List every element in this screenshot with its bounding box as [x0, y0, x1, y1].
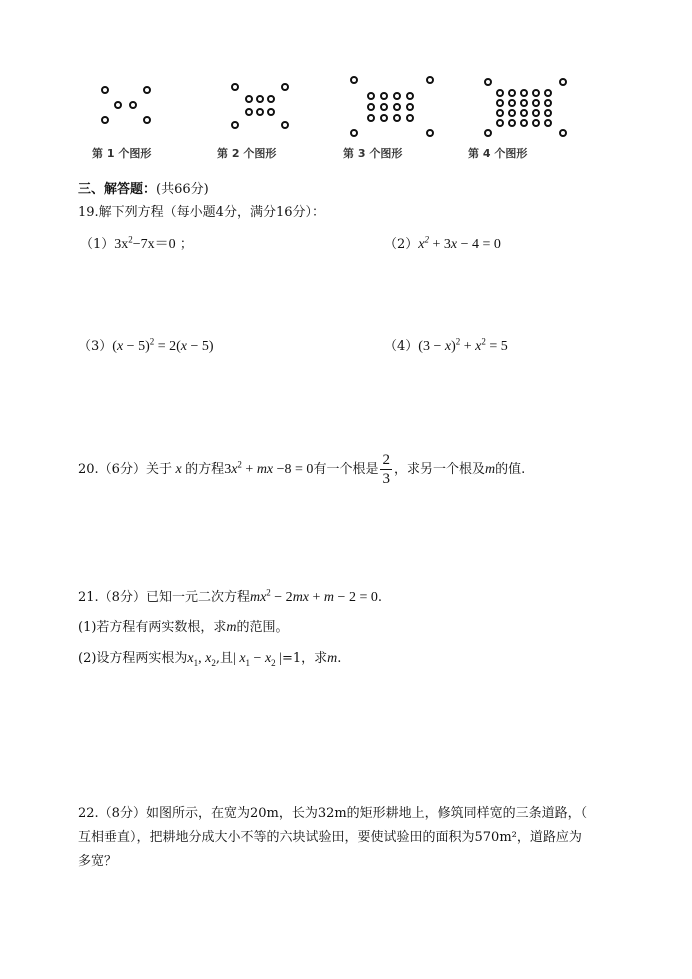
q20-fraction: $\frac{2}{3}$ [382, 452, 390, 487]
q20-prefix: 20.（6分）关于 [78, 462, 172, 477]
q20-text [78, 451, 525, 488]
q21-prefix: 21.（8分）已知一元二次方程 [78, 590, 250, 605]
pattern-figure-4 [478, 70, 573, 140]
q20-suffix: ，求另一个根及 [393, 462, 485, 477]
q21-sub1-a: (1)若方程有两实数根，求 [78, 620, 227, 635]
q20-var-x: x [171, 462, 186, 477]
q21-sub2-var-m: m [327, 651, 338, 666]
q19-p2-label: （2） [384, 237, 419, 252]
q19-part1 [80, 234, 193, 254]
q20-mid2: 有一个根是 [313, 462, 379, 477]
q19-p4-equation: $(3 - x)^2 + x^2 = 5$ [418, 336, 508, 354]
figure-caption-4: 第 4 个图形 [468, 147, 528, 160]
q21-sub1-b: 的范围。 [236, 620, 289, 635]
q20-mid1: 的方程 [185, 462, 225, 477]
figure-caption-1: 第 1 个图形 [92, 147, 152, 160]
pattern-figure-2 [225, 70, 295, 135]
q19-p3-label: （3） [78, 339, 113, 354]
pattern-figure-3 [345, 70, 440, 140]
section-title: 三、解答题： [78, 182, 157, 197]
q19-p1-equation: $3x^2-7x=0$ [114, 234, 176, 252]
q21-sub2-d: . [337, 651, 342, 666]
q22-line3: 多宽？ [78, 854, 118, 869]
q19-p3-equation: $(x - 5)^2 = 2(x - 5)$ [112, 336, 214, 354]
q21-roots: $x_1$, $x_2$ [187, 651, 216, 668]
q21-sub1 [78, 620, 289, 637]
q21-equation: $mx^2 - 2mx + m - 2 = 0$ [249, 587, 378, 605]
q21-sub2-b: ,且 [215, 651, 233, 666]
q20-end: 的值. [495, 462, 526, 477]
q21-abs: | $x_1 - x_2$ | [233, 651, 282, 668]
q19-p1-end: ； [179, 237, 193, 252]
q19-title: 19.解下列方程（每小题4分，满分16分）： [78, 205, 325, 220]
q19-part4 [384, 336, 508, 356]
figure-caption-2: 第 2 个图形 [217, 147, 277, 160]
q21-sub1-var-m: m [226, 620, 237, 635]
q19-part3 [78, 336, 214, 356]
q19-p4-label: （4） [384, 339, 419, 354]
q21-text [78, 587, 382, 607]
q19-part2 [384, 234, 501, 254]
figure-caption-3: 第 3 个图形 [343, 147, 403, 160]
q21-sub2-c: =1，求 [281, 651, 328, 666]
q19-p1-label: （1） [80, 237, 115, 252]
q20-var-m: m [484, 462, 496, 477]
q20-equation: $3x^2$ + mx −8 = 0 [224, 459, 314, 477]
q21-end: . [377, 590, 382, 605]
pattern-figure-1 [95, 70, 165, 135]
q22-line1: 22.（8分）如图所示，在宽为20m，长为32m的矩形耕地上，修筑同样宽的三条道路，（ [78, 806, 588, 821]
section-score: (共66分) [156, 182, 209, 197]
q19-p2-equation: $x^2 + 3x - 4 = 0$ [418, 234, 501, 252]
q22-line2: 互相垂直），把耕地分成大小不等的六块试验田，要使试验田的面积为570m²，道路应为 [78, 830, 582, 845]
section-heading [78, 182, 209, 198]
q21-sub2 [78, 651, 341, 668]
q21-sub2-a: (2)设方程两实根为 [78, 651, 188, 666]
